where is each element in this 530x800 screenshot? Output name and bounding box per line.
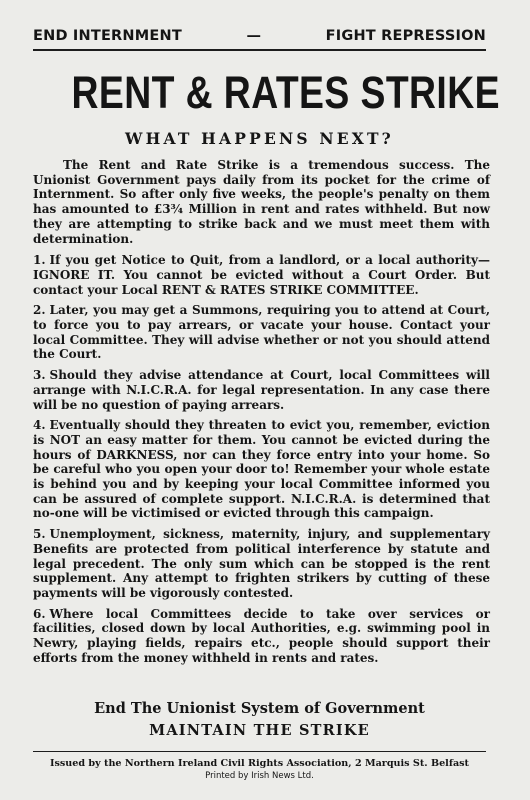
point-3 [33,368,490,412]
closing-line-2: MAINTAIN THE STRIKE [149,722,370,739]
point-5 [33,527,490,601]
printer-credit: Printed by Irish News Ltd. [205,771,314,781]
body-text [33,158,490,672]
point-text: Unemployment, sickness, maternity, injury, and supplementary Benefits are protected from political interference by statute and legal precedent. The only sum which can be stopped is the rent supplement. Any attempt to frighten strikers by cutting of these payments will be vigorously contested. [33,527,490,600]
point-text: Where local Committees decide to take over services or facilities, closed down by local Authorities, e.g. swimming pool in Newry, playing fields, repairs etc., people should support their efforts from the money withheld in rents and rates. [33,606,490,665]
issued-by: Issued by the Northern Ireland Civil Rights Association, 2 Marquis St. Belfast [49,758,469,769]
banner-left: END INTERNMENT [33,28,182,44]
point-number: 5. [33,527,46,542]
point-number: 3. [33,368,46,383]
point-4 [33,418,490,521]
point-1 [33,253,490,297]
point-number: 6. [33,606,46,621]
intro-paragraph: The Rent and Rate Strike is a tremendous success. The Unionist Government pays daily from its pocket for the crime of Internment. So after only five weeks, the people's penalty on them has amounted to £3¾ Million in rent and rates withheld. But now they are attempting to strike back and we must meet them with determination. [33,158,490,246]
point-text: If you get Notice to Quit, from a landlord, or a local authority—IGNORE IT. You cannot be evicted without a Court Order. But contact your Local RENT & RATES STRIKE COMMITTEE. [33,253,490,297]
point-number: 2. [33,303,46,318]
point-text: Should they advise attendance at Court, local Committees will arrange with N.I.C.R.A. for legal representation. In any case there will be no question of paying arrears. [33,368,490,412]
banner-right: FIGHT REPRESSION [325,28,486,44]
banner-dash: — [246,28,262,44]
point-number: 4. [33,418,46,433]
closing-line-1: End The Unionist System of Government [94,700,425,717]
subheading: WHAT HAPPENS NEXT? [125,129,394,148]
point-2 [33,303,490,362]
top-banner [33,28,486,51]
point-6 [33,607,490,666]
point-number: 1. [33,253,46,268]
point-text: Later, you may get a Summons, requiring you to attend at Court, to force you to pay arrears, or vacate your house. Contact your local Committee. They will advise whether or not you should attend the Court. [33,303,490,362]
closing-slogans [33,698,486,742]
headline: RENT & RATES STRIKE [71,67,500,118]
footer [33,751,486,783]
point-text: Eventually should they threaten to evict you, remember, eviction is NOT an easy matter for them. You cannot be evicted during the hours of DARKNESS, nor can they force entry into your home. So be careful who you open your door to! Remember your whole estate is behind you and by keeping your local Committee informed you can be assured of complete support. N.I.C.R.A. is determined that no-one will be victimised or evicted through this campaign. [33,418,490,521]
